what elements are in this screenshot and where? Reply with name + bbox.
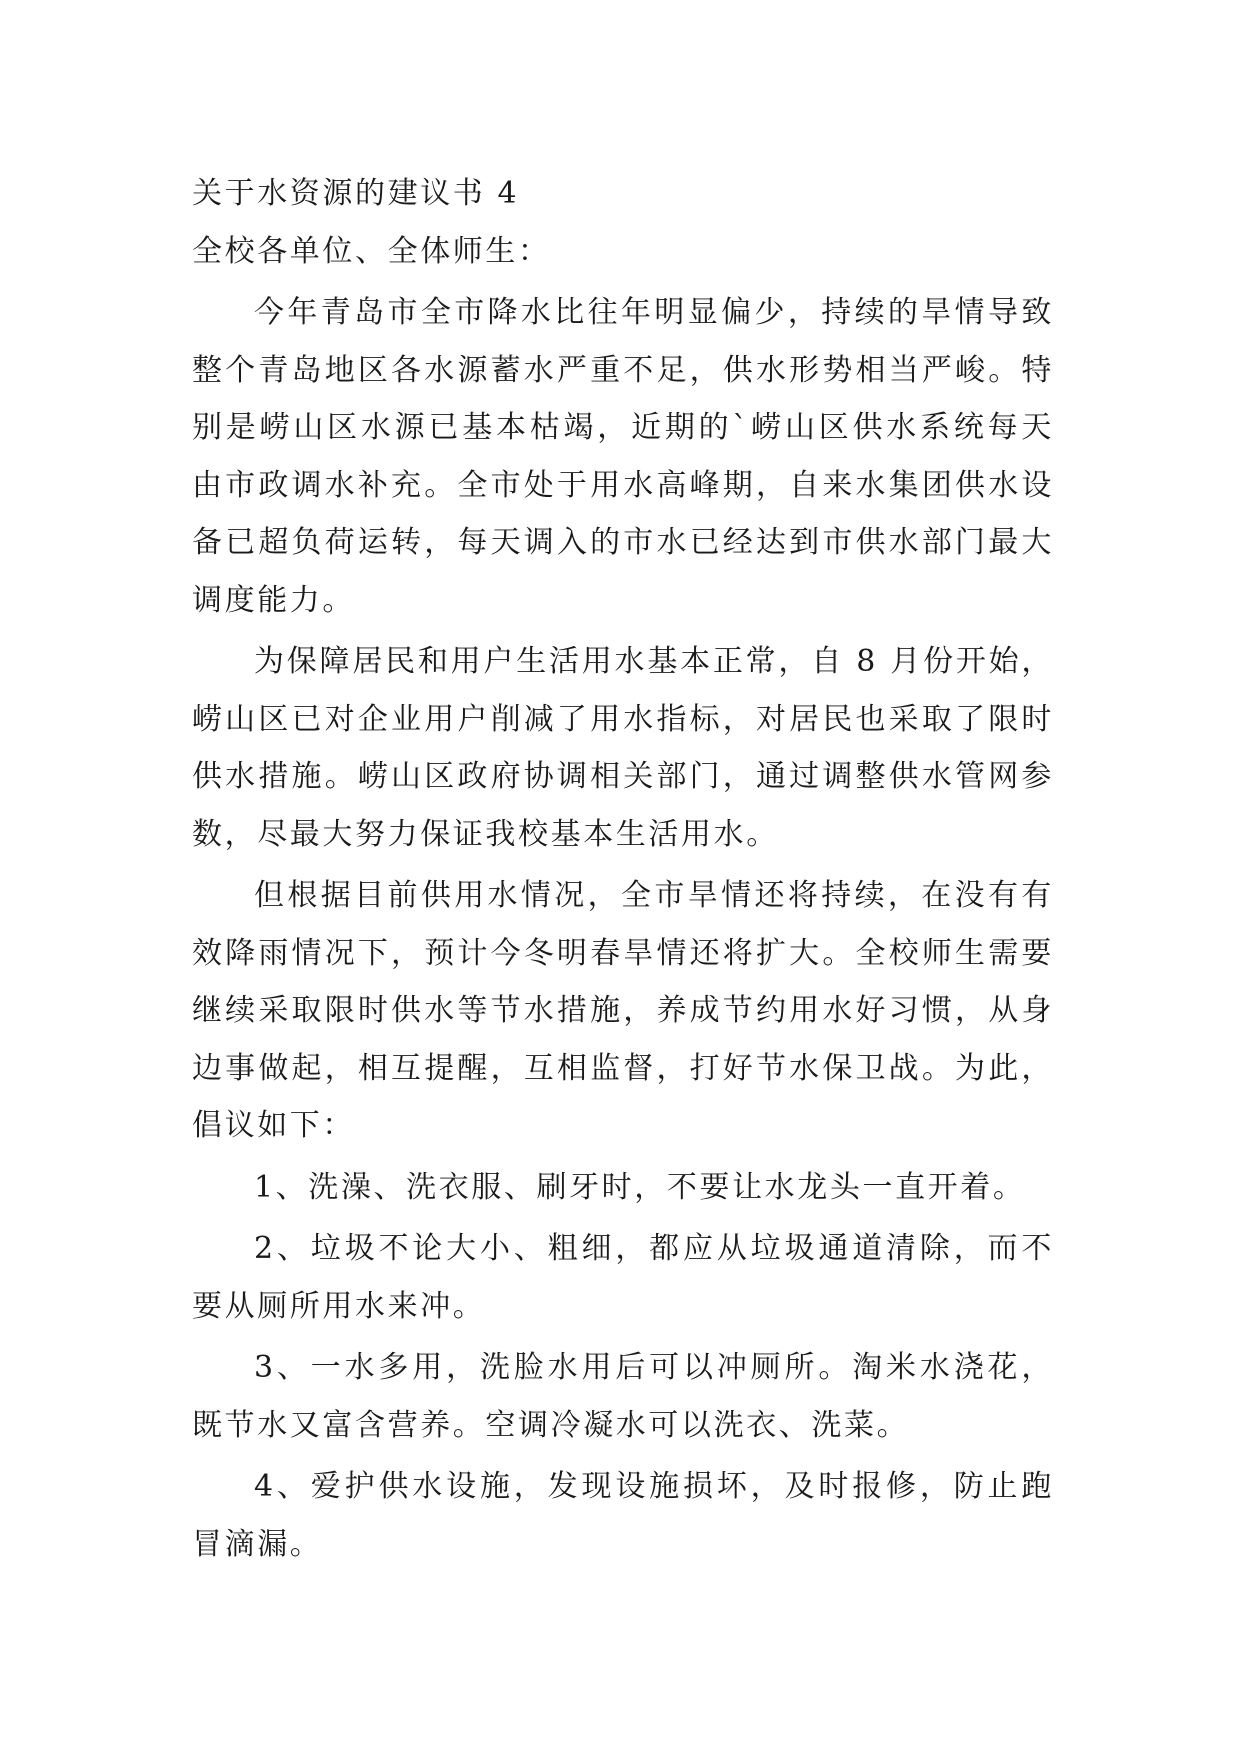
list-item-3: 3、一水多用，洗脸水用后可以冲厕所。淘米水浇花，既节水又富含营养。空调冷凝水可以洗衣、洗菜。 [192, 1350, 1054, 1443]
list-item-1: 1、洗澡、洗衣服、刷牙时，不要让水龙头一直开着。 [254, 1169, 1026, 1205]
document-body [192, 165, 1054, 1573]
paragraph-3: 但根据目前供用水情况，全市旱情还将持续，在没有有效降雨情况下，预计今冬明春旱情还将扩大。全校师生需要继续采取限时供水等节水措施，养成节约用水好习惯，从身边事做起，相互提醒，互相监督，打好节水保卫战。为此，倡议如下： [192, 878, 1054, 1143]
list-item-4: 4、爱护供水设施，发现设施损坏，及时报修，防止跑冒滴漏。 [192, 1469, 1054, 1562]
document-title: 关于水资源的建议书 4 [192, 176, 520, 211]
salutation: 全校各单位、全体师生： [192, 233, 551, 269]
paragraph-2: 为保障居民和用户生活用水基本正常，自 8 月份开始，崂山区已对企业用户削减了用水指标，对居民也采取了限时供水措施。崂山区政府协调相关部门，通过调整供水管网参数，尽最大努力保证我校基本生活用水。 [192, 644, 1054, 852]
paragraph-1: 今年青岛市全市降水比往年明显偏少，持续的旱情导致整个青岛地区各水源蓄水严重不足，供水形势相当严峻。特别是崂山区水源已基本枯竭，近期的`崂山区供水系统每天由市政调水补充。全市处于用水高峰期，自来水集团供水设备已超负荷运转，每天调入的市水已经达到市供水部门最大调度能力。 [192, 295, 1054, 618]
list-item-2: 2、垃圾不论大小、粗细，都应从垃圾通道清除，而不要从厕所用水来冲。 [192, 1231, 1054, 1324]
